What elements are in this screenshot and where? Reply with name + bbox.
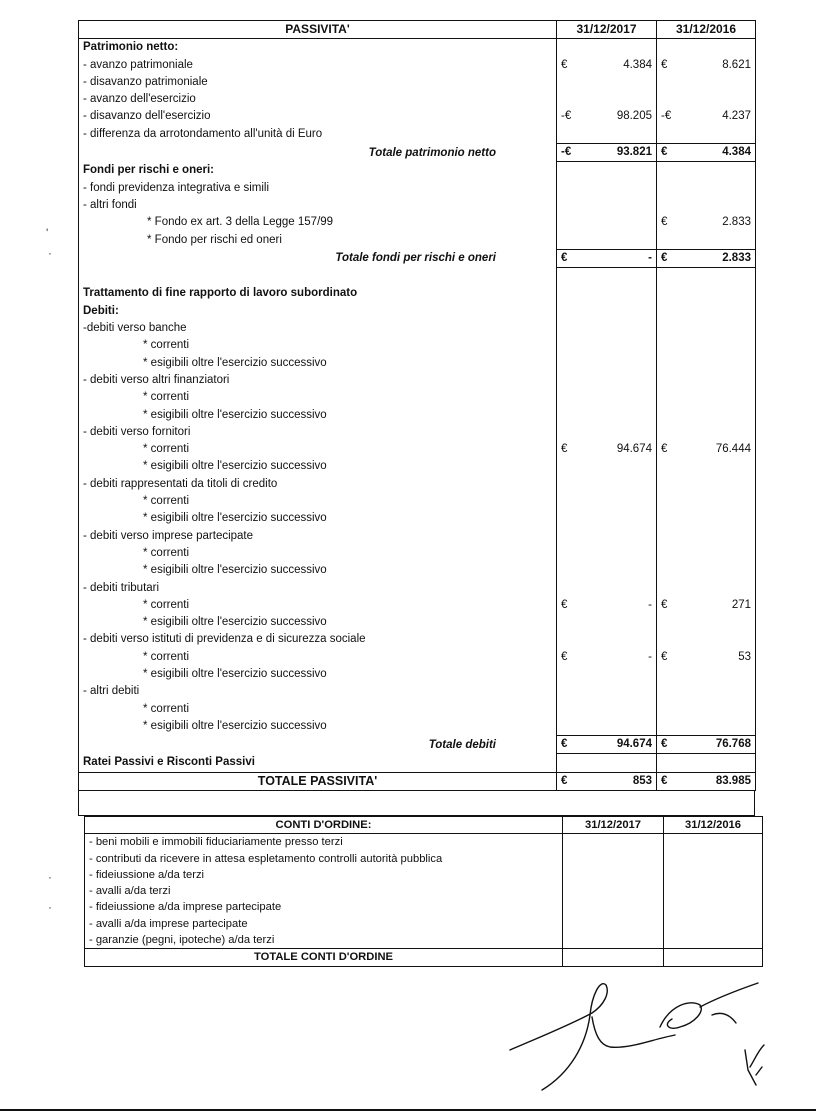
passivita-row xyxy=(79,389,756,406)
passivita-row xyxy=(79,57,756,74)
conti-total-row xyxy=(85,949,763,966)
value-2017 xyxy=(557,528,657,545)
passivita-row xyxy=(79,249,756,267)
margin-mark: · xyxy=(48,870,52,884)
value-2017 xyxy=(557,666,657,683)
conti-row xyxy=(85,916,763,932)
passivita-row xyxy=(79,372,756,389)
passivita-row xyxy=(79,683,756,700)
value-2016 xyxy=(657,580,756,597)
row-label: - debiti verso istituti di previdenza e di sicurezza sociale xyxy=(79,631,557,648)
passivita-row xyxy=(79,510,756,527)
conti-ordine-table xyxy=(84,816,763,967)
value-2017 xyxy=(557,407,657,424)
grand-total-label: TOTALE PASSIVITA' xyxy=(79,772,557,790)
value-2017 xyxy=(557,476,657,493)
passivita-row xyxy=(79,736,756,754)
value-2016 xyxy=(657,303,756,320)
value-2016 xyxy=(657,57,756,74)
col-header-2017: 31/12/2017 xyxy=(557,21,657,39)
amount-value: 4.237 xyxy=(722,110,751,123)
row-label: -debiti verso banche xyxy=(79,320,557,337)
currency-symbol: € xyxy=(661,738,668,751)
value-2017 xyxy=(557,389,657,406)
passivita-row xyxy=(79,232,756,250)
currency-symbol: -€ xyxy=(661,110,672,123)
passivita-body xyxy=(79,39,756,772)
value-2017 xyxy=(557,214,657,231)
passivita-row xyxy=(79,337,756,354)
value-2017 xyxy=(557,441,657,458)
currency-symbol: € xyxy=(561,774,568,787)
value-2016 xyxy=(657,631,756,648)
value-2016 xyxy=(657,476,756,493)
conti-row-label: - fideiussione a/da imprese partecipate xyxy=(85,899,563,915)
value-2017 xyxy=(557,232,657,250)
amount-value: 83.985 xyxy=(715,774,751,787)
row-label: * correnti xyxy=(79,649,557,666)
currency-symbol: € xyxy=(661,774,668,787)
passivita-row xyxy=(79,718,756,736)
amount-value: 98.205 xyxy=(616,110,652,123)
row-label: * correnti xyxy=(79,493,557,510)
amount-value: 4.384 xyxy=(623,58,652,71)
passivita-row xyxy=(79,74,756,91)
value-2016 xyxy=(657,545,756,562)
passivita-row xyxy=(79,91,756,108)
conti-total-2017 xyxy=(563,949,664,966)
value-2016 xyxy=(657,754,756,772)
value-2016 xyxy=(657,268,756,286)
row-label: - altri fondi xyxy=(79,197,557,214)
amount-value: 271 xyxy=(731,598,751,611)
conti-value-2017 xyxy=(563,851,664,867)
margin-mark: · xyxy=(48,900,52,914)
passivita-row xyxy=(79,701,756,718)
conti-row xyxy=(85,834,763,851)
value-2017 xyxy=(557,320,657,337)
currency-symbol: € xyxy=(661,216,668,229)
row-label: Totale patrimonio netto xyxy=(79,144,557,162)
conti-value-2017 xyxy=(563,932,664,949)
conti-row-label: - avalli a/da terzi xyxy=(85,883,563,899)
amount-value: 93.821 xyxy=(616,146,652,159)
amount-value: 2.833 xyxy=(722,251,751,264)
conti-row xyxy=(85,851,763,867)
passivita-table xyxy=(78,20,756,791)
value-2017 xyxy=(557,718,657,736)
value-2016 xyxy=(657,39,756,57)
conti-value-2017 xyxy=(563,899,664,915)
row-label: - differenza da arrotondamento all'unità di Euro xyxy=(79,126,557,144)
conti-ordine-section xyxy=(84,816,762,967)
row-label: Ratei Passivi e Risconti Passivi xyxy=(79,754,557,772)
passivita-row xyxy=(79,476,756,493)
value-2016 xyxy=(657,372,756,389)
value-2016 xyxy=(657,510,756,527)
passivita-row xyxy=(79,614,756,631)
value-2016 xyxy=(657,736,756,754)
conti-total-label: TOTALE CONTI D'ORDINE xyxy=(85,949,563,966)
row-label: Totale fondi per rischi e oneri xyxy=(79,249,557,267)
value-2017 xyxy=(557,285,657,302)
spacer-box xyxy=(78,791,755,816)
value-2017 xyxy=(557,683,657,700)
value-2016 xyxy=(657,214,756,231)
passivita-section xyxy=(78,20,755,816)
value-2016 xyxy=(657,389,756,406)
conti-value-2016 xyxy=(664,916,763,932)
row-label: - avanzo dell'esercizio xyxy=(79,91,557,108)
passivita-row xyxy=(79,355,756,372)
passivita-row xyxy=(79,162,756,180)
currency-symbol: € xyxy=(561,251,568,264)
conti-value-2016 xyxy=(664,834,763,851)
conti-row-label: - avalli a/da imprese partecipate xyxy=(85,916,563,932)
conti-row xyxy=(85,899,763,915)
value-2016 xyxy=(657,285,756,302)
row-label: * esigibili oltre l'esercizio successivo xyxy=(79,355,557,372)
conti-body xyxy=(85,834,763,949)
value-2016 xyxy=(657,407,756,424)
value-2017 xyxy=(557,580,657,597)
conti-row xyxy=(85,932,763,949)
row-label: * correnti xyxy=(79,701,557,718)
value-2016 xyxy=(657,162,756,180)
row-label: * correnti xyxy=(79,597,557,614)
value-2016 xyxy=(657,718,756,736)
value-2017 xyxy=(557,458,657,475)
value-2017 xyxy=(557,126,657,144)
value-2016 xyxy=(657,320,756,337)
passivita-row xyxy=(79,144,756,162)
value-2017 xyxy=(557,493,657,510)
row-label: * esigibili oltre l'esercizio successivo xyxy=(79,407,557,424)
currency-symbol: € xyxy=(561,58,568,71)
margin-mark: · xyxy=(48,246,52,260)
amount-value: - xyxy=(648,650,652,663)
value-2017 xyxy=(557,74,657,91)
value-2016 xyxy=(657,91,756,108)
value-2016 xyxy=(657,666,756,683)
passivita-row xyxy=(79,424,756,441)
conti-row-label: - beni mobili e immobili fiduciariamente presso terzi xyxy=(85,834,563,851)
row-label: - debiti rappresentati da titoli di credito xyxy=(79,476,557,493)
value-2016 xyxy=(657,701,756,718)
value-2017 xyxy=(557,562,657,579)
conti-value-2017 xyxy=(563,916,664,932)
value-2016 xyxy=(657,614,756,631)
row-label: * correnti xyxy=(79,337,557,354)
value-2017 xyxy=(557,631,657,648)
conti-row-label: - fideiussione a/da terzi xyxy=(85,867,563,883)
amount-value: 8.621 xyxy=(722,58,751,71)
value-2017 xyxy=(557,649,657,666)
passivita-row xyxy=(79,493,756,510)
amount-value: - xyxy=(648,251,652,264)
conti-value-2017 xyxy=(563,834,664,851)
value-2017 xyxy=(557,249,657,267)
value-2016 xyxy=(657,197,756,214)
passivita-row xyxy=(79,458,756,475)
conti-row xyxy=(85,883,763,899)
passivita-row xyxy=(79,545,756,562)
passivita-row xyxy=(79,528,756,545)
row-label: - avanzo patrimoniale xyxy=(79,57,557,74)
value-2016 xyxy=(657,126,756,144)
value-2016 xyxy=(657,180,756,197)
value-2017 xyxy=(557,355,657,372)
value-2016 xyxy=(657,649,756,666)
currency-symbol: € xyxy=(661,146,668,159)
value-2016 xyxy=(657,74,756,91)
value-2017 xyxy=(557,597,657,614)
value-2017 xyxy=(557,144,657,162)
margin-mark: ' xyxy=(46,226,49,240)
row-label: * correnti xyxy=(79,441,557,458)
value-2016 xyxy=(657,144,756,162)
value-2016 xyxy=(657,597,756,614)
amount-value: 853 xyxy=(632,774,652,787)
amount-value: 4.384 xyxy=(722,146,751,159)
handwritten-signature xyxy=(500,975,790,1095)
value-2016 xyxy=(657,108,756,125)
currency-symbol: € xyxy=(661,58,668,71)
conti-col-header-2016: 31/12/2016 xyxy=(664,817,763,834)
grand-total-row xyxy=(79,772,756,790)
conti-value-2016 xyxy=(664,899,763,915)
passivita-row xyxy=(79,39,756,57)
conti-value-2017 xyxy=(563,883,664,899)
row-label: - fondi previdenza integrativa e simili xyxy=(79,180,557,197)
currency-symbol: € xyxy=(661,598,668,611)
amount-value: 76.444 xyxy=(715,443,751,456)
passivita-row xyxy=(79,562,756,579)
conti-value-2016 xyxy=(664,883,763,899)
row-label: * correnti xyxy=(79,389,557,406)
amount-value: 53 xyxy=(738,650,751,663)
currency-symbol: € xyxy=(661,251,668,264)
row-label: Totale debiti xyxy=(79,736,557,754)
passivita-header-row xyxy=(79,21,756,39)
conti-value-2017 xyxy=(563,867,664,883)
value-2016 xyxy=(657,355,756,372)
value-2017 xyxy=(557,303,657,320)
row-label: - debiti tributari xyxy=(79,580,557,597)
conti-total-2016 xyxy=(664,949,763,966)
value-2016 xyxy=(657,683,756,700)
row-label: * esigibili oltre l'esercizio successivo xyxy=(79,562,557,579)
value-2017 xyxy=(557,424,657,441)
row-label: Fondi per rischi e oneri: xyxy=(79,162,557,180)
value-2016 xyxy=(657,562,756,579)
col-header-2016: 31/12/2016 xyxy=(657,21,756,39)
value-2017 xyxy=(557,510,657,527)
grand-total-2016 xyxy=(657,772,756,790)
passivita-row xyxy=(79,108,756,125)
conti-row-label: - contributi da ricevere in attesa espletamento controlli autorità pubblica xyxy=(85,851,563,867)
row-label: * Fondo per rischi ed oneri xyxy=(79,232,557,250)
currency-symbol: -€ xyxy=(561,110,572,123)
row-label: Patrimonio netto: xyxy=(79,39,557,57)
value-2017 xyxy=(557,736,657,754)
passivita-row xyxy=(79,285,756,302)
currency-symbol: € xyxy=(561,650,568,663)
value-2017 xyxy=(557,754,657,772)
amount-value: 76.768 xyxy=(715,738,751,751)
passivita-row xyxy=(79,303,756,320)
row-label: * esigibili oltre l'esercizio successivo xyxy=(79,718,557,736)
row-label: - debiti verso altri finanziatori xyxy=(79,372,557,389)
value-2017 xyxy=(557,197,657,214)
passivita-row xyxy=(79,597,756,614)
passivita-row xyxy=(79,441,756,458)
row-label: - debiti verso fornitori xyxy=(79,424,557,441)
value-2017 xyxy=(557,268,657,286)
value-2017 xyxy=(557,39,657,57)
value-2017 xyxy=(557,91,657,108)
passivita-row xyxy=(79,197,756,214)
value-2017 xyxy=(557,701,657,718)
passivita-row xyxy=(79,180,756,197)
value-2017 xyxy=(557,57,657,74)
value-2017 xyxy=(557,372,657,389)
currency-symbol: -€ xyxy=(561,146,572,159)
value-2016 xyxy=(657,458,756,475)
currency-symbol: € xyxy=(561,598,568,611)
grand-total-2017 xyxy=(557,772,657,790)
row-label: Trattamento di fine rapporto di lavoro subordinato xyxy=(79,285,557,302)
row-label: * esigibili oltre l'esercizio successivo xyxy=(79,666,557,683)
passivita-row xyxy=(79,631,756,648)
currency-symbol: € xyxy=(561,738,568,751)
currency-symbol: € xyxy=(561,443,568,456)
row-label: * correnti xyxy=(79,545,557,562)
row-label: - debiti verso imprese partecipate xyxy=(79,528,557,545)
amount-value: 94.674 xyxy=(616,443,652,456)
passivita-row xyxy=(79,214,756,231)
conti-col-header-2017: 31/12/2017 xyxy=(563,817,664,834)
conti-row-label: - garanzie (pegni, ipoteche) a/da terzi xyxy=(85,932,563,949)
conti-value-2016 xyxy=(664,851,763,867)
value-2016 xyxy=(657,232,756,250)
passivita-row xyxy=(79,320,756,337)
row-label xyxy=(79,268,557,286)
value-2016 xyxy=(657,249,756,267)
amount-value: 94.674 xyxy=(616,738,652,751)
passivita-row xyxy=(79,580,756,597)
value-2016 xyxy=(657,493,756,510)
row-label: * esigibili oltre l'esercizio successivo xyxy=(79,458,557,475)
page-bottom-rule xyxy=(0,1109,816,1111)
row-label: - disavanzo patrimoniale xyxy=(79,74,557,91)
passivita-row xyxy=(79,407,756,424)
row-label: * Fondo ex art. 3 della Legge 157/99 xyxy=(79,214,557,231)
conti-value-2016 xyxy=(664,867,763,883)
conti-header-row xyxy=(85,817,763,834)
value-2016 xyxy=(657,441,756,458)
passivita-row xyxy=(79,666,756,683)
value-2017 xyxy=(557,545,657,562)
currency-symbol: € xyxy=(661,650,668,663)
passivita-title: PASSIVITA' xyxy=(79,21,557,39)
passivita-row xyxy=(79,649,756,666)
row-label: - altri debiti xyxy=(79,683,557,700)
value-2017 xyxy=(557,614,657,631)
row-label: Debiti: xyxy=(79,303,557,320)
value-2016 xyxy=(657,528,756,545)
row-label: - disavanzo dell'esercizio xyxy=(79,108,557,125)
value-2017 xyxy=(557,162,657,180)
conti-row xyxy=(85,867,763,883)
row-label: * esigibili oltre l'esercizio successivo xyxy=(79,510,557,527)
conti-value-2016 xyxy=(664,932,763,949)
amount-value: - xyxy=(648,598,652,611)
value-2016 xyxy=(657,424,756,441)
currency-symbol: € xyxy=(661,443,668,456)
value-2017 xyxy=(557,180,657,197)
passivita-row xyxy=(79,754,756,772)
value-2017 xyxy=(557,108,657,125)
row-label: * esigibili oltre l'esercizio successivo xyxy=(79,614,557,631)
amount-value: 2.833 xyxy=(722,216,751,229)
conti-title: CONTI D'ORDINE: xyxy=(85,817,563,834)
value-2016 xyxy=(657,337,756,354)
passivita-row xyxy=(79,268,756,286)
passivita-row xyxy=(79,126,756,144)
value-2017 xyxy=(557,337,657,354)
